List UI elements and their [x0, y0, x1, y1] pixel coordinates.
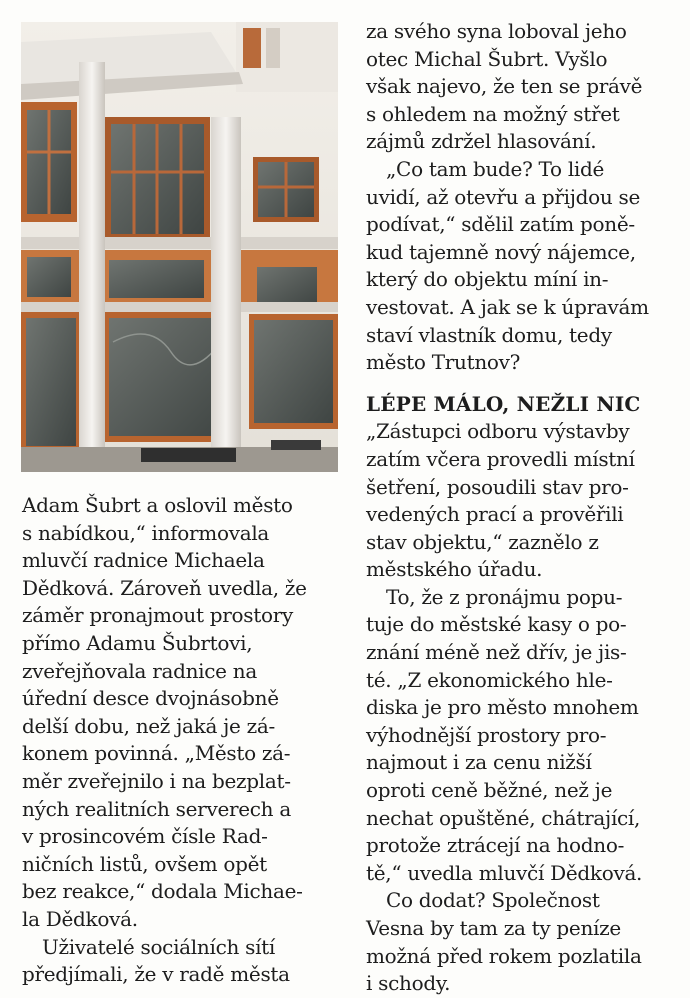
- text-line: najmout i za cenu nižší: [366, 750, 592, 775]
- building-photo: [21, 22, 338, 472]
- text-line: městského úřadu.: [366, 557, 543, 582]
- text-line: To, že z pronájmu popu-: [386, 584, 623, 609]
- text-line: za svého syna loboval jeho: [366, 19, 627, 43]
- text-line: však najevo, že ten se právě: [366, 74, 643, 99]
- article-left-column: [22, 492, 342, 989]
- text-line: la Dědková.: [22, 906, 138, 931]
- text-line: měr zveřejnilo i na bezplat-: [22, 768, 291, 793]
- text-line: té. „Z ekonomického hle-: [366, 667, 613, 692]
- text-line: i schody.: [366, 971, 451, 996]
- text-line: zveřejňovala radnice na: [22, 658, 257, 683]
- text-line: možná před rokem pozlatila: [366, 943, 642, 968]
- text-line: stav objektu,“ zaznělo z: [366, 529, 599, 554]
- text-line: Uživatelé sociálních sítí: [42, 934, 276, 959]
- text-line: vestovat. A jak se k úpravám: [366, 294, 649, 319]
- text-line: zatím včera provedli místní: [366, 446, 635, 471]
- text-line: bez reakce,“ dodala Michae-: [22, 879, 303, 904]
- text-line: Adam Šubrt a oslovil město: [22, 493, 293, 517]
- building-facade-photo-icon: [21, 22, 338, 472]
- text-line: oproti ceně běžné, než je: [366, 778, 613, 803]
- text-line: ničních listů, ovšem opět: [22, 851, 267, 876]
- text-line: vedených prací a prověřili: [366, 502, 624, 527]
- text-line: „Zástupci odboru výstavby: [366, 419, 630, 444]
- text-line: kud tajemně nový nájemce,: [366, 239, 636, 264]
- text-line: který do objektu míní in-: [366, 267, 609, 292]
- article-right-column: [366, 18, 686, 998]
- text-line: s ohledem na možný střet: [366, 101, 620, 126]
- text-line: podívat,“ sdělil zatím poně-: [366, 212, 635, 237]
- text-line: šetření, posoudili stav pro-: [366, 474, 629, 499]
- text-line: delší dobu, než jaká je zá-: [22, 713, 275, 738]
- text-line: úřední desce dvojnásobně: [22, 686, 279, 711]
- text-line: Co dodat? Společnost: [386, 888, 600, 913]
- text-line: otec Michal Šubrt. Vyšlo: [366, 46, 608, 71]
- text-line: tuje do městské kasy o po-: [366, 612, 627, 637]
- text-line: protože ztrácejí na hodno-: [366, 833, 625, 858]
- text-line: v prosincovém čísle Rad-: [22, 824, 268, 849]
- text-line: tě,“ uvedla mluvčí Dědková.: [366, 860, 643, 885]
- text-line: mluvčí radnice Michaela: [22, 548, 265, 573]
- text-line: diska je pro město mnohem: [366, 695, 639, 720]
- text-line: přímo Adamu Šubrtovi,: [22, 630, 253, 655]
- text-line: výhodnější prostory pro-: [366, 722, 607, 747]
- text-line: nechat opuštěné, chátrající,: [366, 805, 641, 830]
- paragraph-gap: [366, 377, 686, 391]
- text-line: ných realitních serverech a: [22, 796, 291, 821]
- text-line: znání méně než dřív, je jis-: [366, 640, 627, 665]
- text-line: uvidí, až otevřu a přijdou se: [366, 184, 641, 209]
- text-line: Dědková. Zároveň uvedla, že: [22, 575, 307, 600]
- text-line: konem povinná. „Město zá-: [22, 741, 291, 766]
- text-line: Vesna by tam za ty peníze: [366, 916, 621, 940]
- text-line: záměr pronajmout prostory: [22, 603, 293, 628]
- section-heading: LÉPE MÁLO, NEŽLI NIC: [366, 391, 641, 416]
- text-line: staví vlastník domu, tedy: [366, 322, 612, 347]
- text-line: s nabídkou,“ informovala: [22, 520, 270, 545]
- text-line: předjímali, že v radě města: [22, 962, 290, 987]
- text-line: „Co tam bude? To lidé: [386, 156, 605, 181]
- text-line: město Trutnov?: [366, 350, 521, 375]
- text-line: zájmů zdržel hlasování.: [366, 129, 597, 154]
